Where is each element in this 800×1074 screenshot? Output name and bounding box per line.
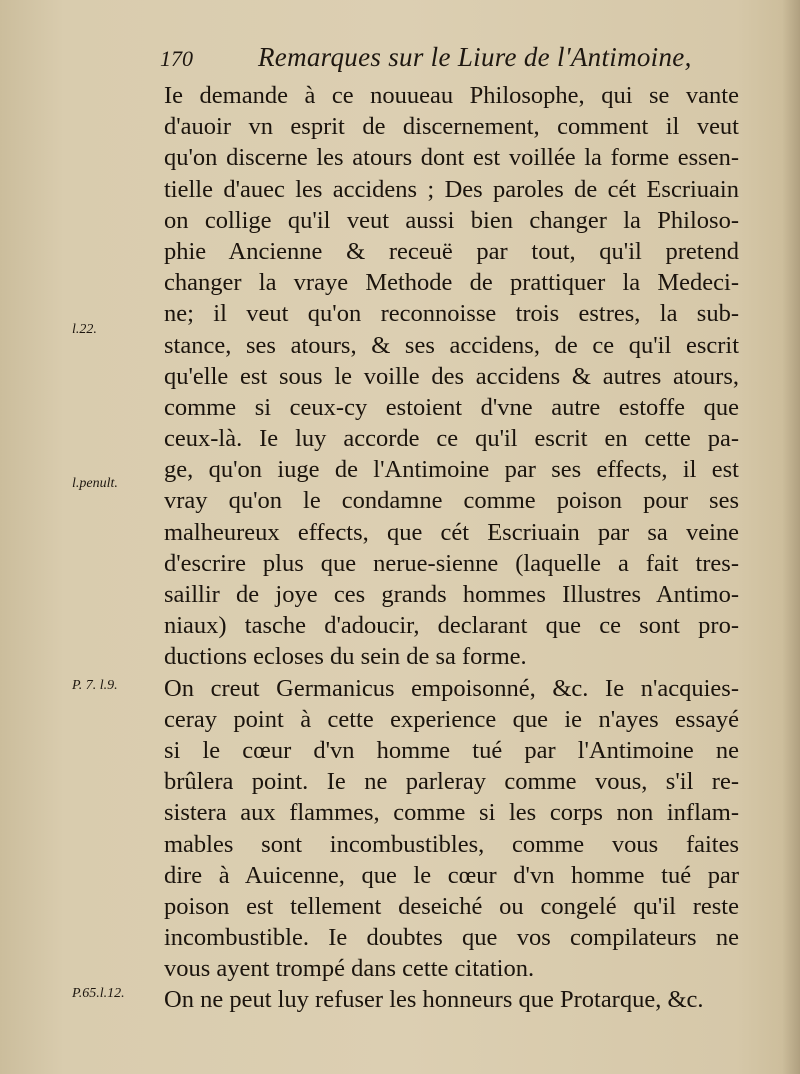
running-title: Remarques sur le Liure de l'Antimoine, [258,42,692,72]
margin-note: P.65.l.12. [72,986,125,1001]
text-line: qu'on discerne les atours dont est voillée la forme essen- [164,144,739,172]
page-edge-shadow [782,0,800,1074]
text-line: sistera aux flammes, comme si les corps non inflam- [164,799,739,827]
text-line: tielle d'auec les accidens ; Des paroles de cét Escriuain [164,175,739,203]
text-line: d'escrire plus que nerue-sienne (laquelle a fait tres- [164,549,739,577]
text-line: vous ayent trompé dans cette citation. [164,955,535,983]
text-line: qu'elle est sous le voille des accidens & autres atours, [164,362,739,390]
text-line: On creut Germanicus empoisonné, &c. Ie n'acquies- [164,674,739,702]
text-line: saillir de joye ces grands hommes Illustres Antimo- [164,581,739,608]
text-line: ne; il veut qu'on reconnoisse trois estres, la sub- [164,300,739,328]
text-line: poison est tellement deseiché ou congelé qu'il reste [164,892,739,920]
text-line: mables sont incombustibles, comme vous faites [164,830,739,858]
text-line: On ne peut luy refuser les honneurs que Protarque, &c. [164,986,704,1014]
body-text [164,80,739,1016]
text-line: niaux) tasche d'adoucir, declarant que ce sont pro- [164,612,739,640]
text-line: d'auoir vn esprit de discernement, comment il veut [164,113,739,141]
text-line: comme si ceux-cy estoient d'vne autre estoffe que [164,393,739,421]
page-header [160,42,720,82]
page-number: 170 [160,46,193,71]
text-line: brûlera point. Ie ne parleray comme vous, s'il re- [164,768,739,796]
text-line: phie Ancienne & receuë par tout, qu'il pretend [164,237,739,265]
text-line: incombustible. Ie doubtes que vos compilateurs ne [164,924,739,952]
text-line: ceux-là. Ie luy accorde ce qu'il escrit en cette pa- [164,425,739,453]
margin-note: l.penult. [72,476,118,491]
margin-note: P. 7. l.9. [72,678,118,693]
text-line: Ie demande à ce nouueau Philosophe, qui se vante [164,82,739,109]
text-line: changer la vraye Methode de prattiquer la Medeci- [164,269,739,297]
text-line: ceray point à cette experience que ie n'ayes essayé [164,705,739,733]
text-line: vray qu'on le condamne comme poison pour ses [164,487,739,515]
text-line: malheureux effects, que cét Escriuain par sa veine [164,518,739,546]
text-line: ductions ecloses du sein de sa forme. [164,643,527,671]
text-line: ge, qu'on iuge de l'Antimoine par ses effects, il est [164,456,739,484]
text-line: stance, ses atours, & ses accidens, de ce qu'il escrit [164,331,739,359]
text-line: dire à Auicenne, que le cœur d'vn homme tué par [164,861,739,889]
text-line: on collige qu'il veut aussi bien changer la Philoso- [164,206,739,234]
margin-note: l.22. [72,322,97,337]
text-line: si le cœur d'vn homme tué par l'Antimoine ne [164,736,739,764]
